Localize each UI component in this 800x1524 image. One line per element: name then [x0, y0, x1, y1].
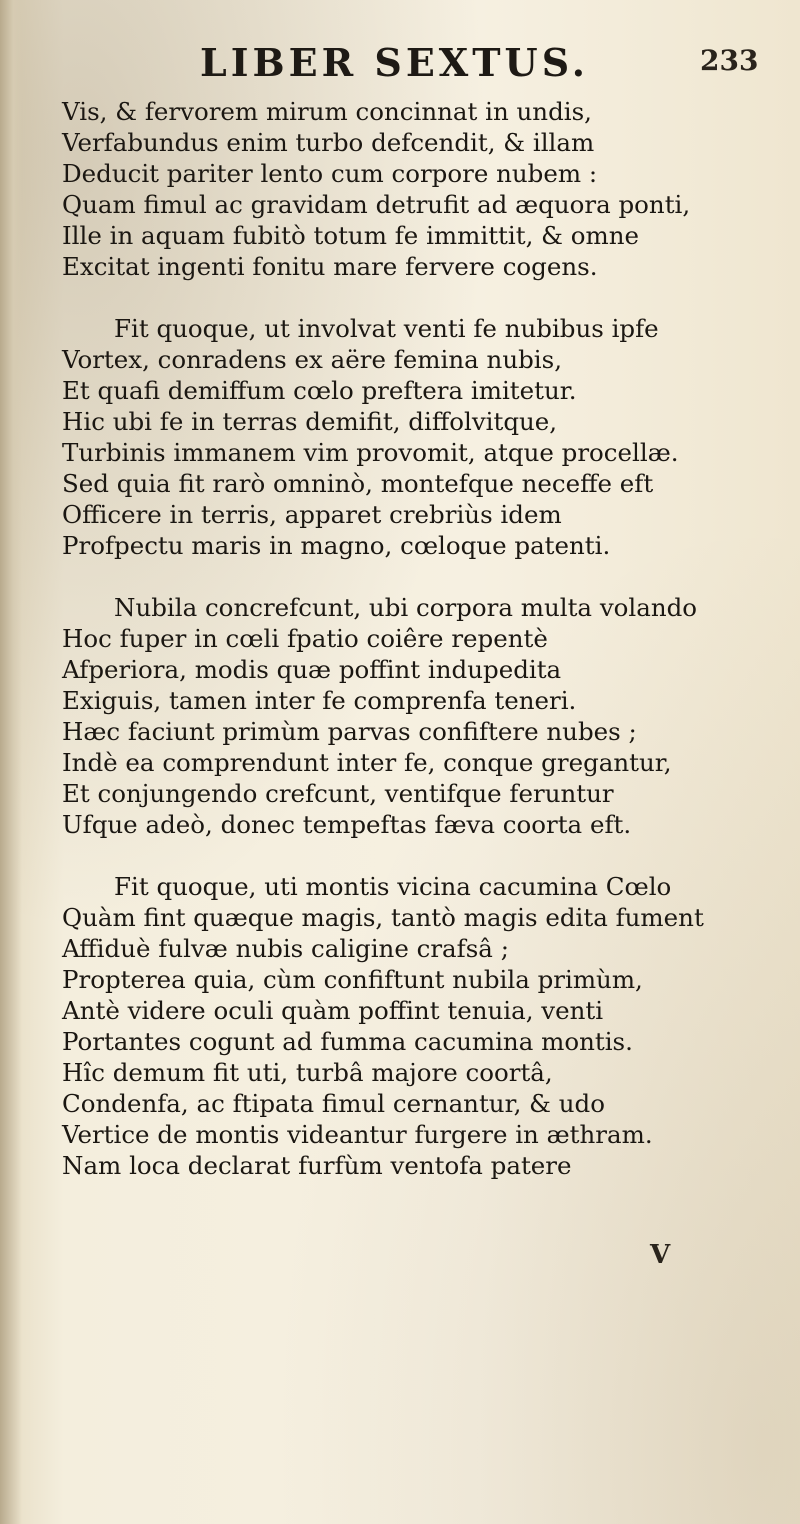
- verse-line: Ufque adeò, donec tempeftas fæva coorta eft.: [62, 810, 632, 839]
- verse-line: Hoc fuper in cœli fpatio coiêre repentè: [62, 624, 548, 653]
- verse-line: Profpectu maris in magno, cœloque patenti.: [62, 531, 611, 560]
- verse-line: Quàm fint quæque magis, tantò magis edita fument: [62, 903, 704, 932]
- verse-line: Verfabundus enim turbo defcendit, & illam: [62, 128, 595, 157]
- verse-line: Hîc demum fit uti, turbâ majore coortâ,: [62, 1058, 553, 1087]
- page-number: 233: [700, 44, 759, 77]
- stanza-3: [62, 592, 792, 840]
- verse-line: Exiguis, tamen inter fe comprenfa teneri.: [62, 686, 577, 715]
- verse-line: Propterea quia, cùm confiftunt nubila primùm,: [62, 965, 643, 994]
- stanza-1: [62, 96, 792, 282]
- stanza-4: [62, 871, 792, 1181]
- verse-line: Deducit pariter lento cum corpore nubem :: [62, 159, 598, 188]
- verse-line: Ille in aquam fubitò totum fe immittit, & omne: [62, 221, 640, 250]
- verse-line: Et conjungendo crefcunt, ventifque feruntur: [62, 779, 614, 808]
- verse-line: Hic ubi fe in terras demifit, diffolvitque,: [62, 407, 558, 436]
- page-header: [0, 40, 800, 100]
- verse-line: Nubila concrefcunt, ubi corpora multa volando: [114, 593, 698, 622]
- verse-line: Fit quoque, ut involvat venti fe nubibus ipfe: [114, 314, 659, 343]
- verse-line: Quam fimul ac gravidam detrufit ad æquora ponti,: [62, 190, 691, 219]
- verse-line: Vortex, conradens ex aëre femina nubis,: [62, 345, 562, 374]
- verse-line: Sed quia fit rarò omninò, montefque neceffe eft: [62, 469, 654, 498]
- verse-line: Turbinis immanem vim provomit, atque procellæ.: [62, 438, 679, 467]
- verse-line: Antè videre oculi quàm poffint tenuia, venti: [62, 996, 604, 1025]
- verse-line: Afperiora, modis quæ poffint indupedita: [62, 655, 562, 684]
- verse-line: Indè ea comprendunt inter fe, conque gregantur,: [62, 748, 672, 777]
- stanza-2: [62, 313, 792, 561]
- verse-line: Nam loca declarat furfùm ventofa patere: [62, 1151, 572, 1180]
- verse-line: Fit quoque, uti montis vicina cacumina Cœlo: [114, 872, 672, 901]
- poem-text: [62, 96, 792, 1212]
- page-gutter-shadow: [0, 0, 22, 1524]
- verse-line: Affiduè fulvæ nubis caligine crafsâ ;: [62, 934, 509, 963]
- verse-line: Condenfa, ac ftipata fimul cernantur, & udo: [62, 1089, 605, 1118]
- verse-line: Officere in terris, apparet crebriùs idem: [62, 500, 562, 529]
- verse-line: Portantes cogunt ad fumma cacumina montis.: [62, 1027, 633, 1056]
- verse-line: Hæc faciunt primùm parvas confiftere nubes ;: [62, 717, 637, 746]
- verse-line: Et quafi demiffum cœlo preftera imitetur.: [62, 376, 577, 405]
- running-title: LIBER SEXTUS.: [200, 40, 590, 85]
- catchword: V: [650, 1240, 671, 1270]
- verse-line: Excitat ingenti fonitu mare fervere cogens.: [62, 252, 598, 281]
- verse-line: Vertice de montis videantur furgere in æthram.: [62, 1120, 653, 1149]
- verse-line: Vis, & fervorem mirum concinnat in undis,: [62, 97, 592, 126]
